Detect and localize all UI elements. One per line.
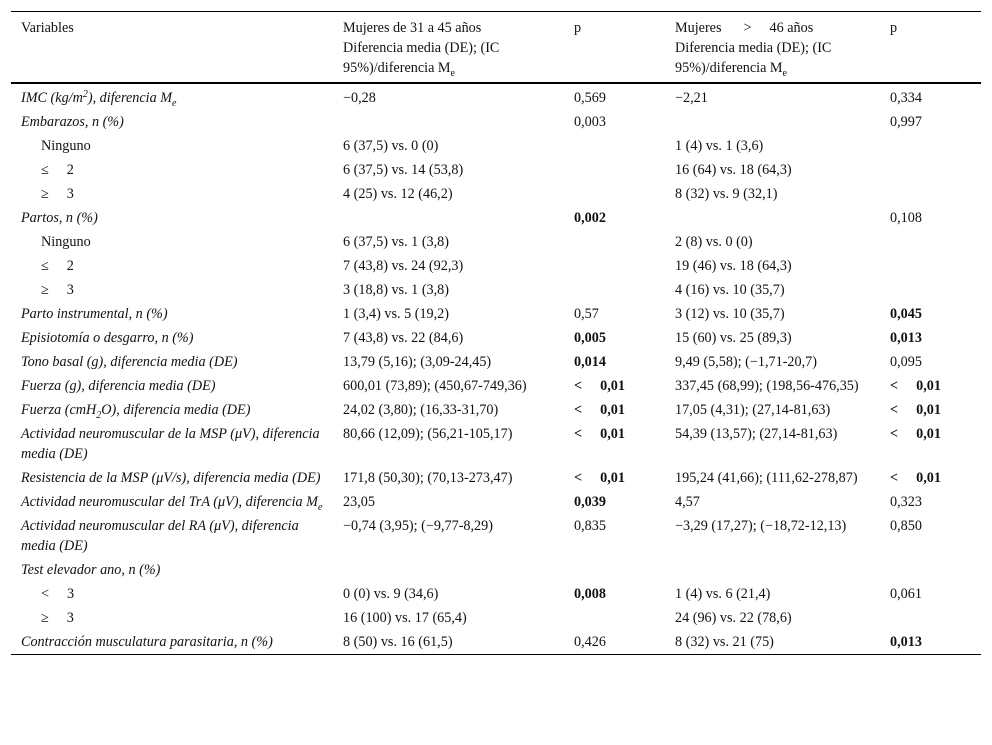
header-variables: Variables — [21, 20, 74, 36]
table-row — [11, 466, 981, 490]
cell-group2: 54,39 (13,57); (27,14-81,63) — [675, 426, 838, 442]
row-label-lt-3: < 3 — [41, 586, 75, 602]
cell-p1: 0,002 — [574, 210, 606, 226]
cell-p2: 0,334 — [890, 90, 922, 106]
cell-group2: 8 (32) vs. 21 (75) — [675, 634, 774, 650]
row-label-actividad-ra: Actividad neuromuscular del RA (μV), diferencia media (DE) — [21, 518, 299, 554]
cell-p1: 0,003 — [574, 114, 606, 130]
table-row — [11, 83, 981, 110]
cell-group2: 2 (8) vs. 0 (0) — [675, 234, 753, 250]
cell-p2: < 0,01 — [890, 426, 941, 442]
cell-group2: 4 (16) vs. 10 (35,7) — [675, 282, 785, 298]
table-row — [11, 182, 981, 206]
cell-group1: 6 (37,5) vs. 0 (0) — [343, 138, 439, 154]
row-label-fuerza-g: Fuerza (g), diferencia media (DE) — [21, 378, 216, 394]
cell-group1: 23,05 — [343, 494, 375, 510]
cell-group1: 13,79 (5,16); (3,09-24,45) — [343, 354, 492, 370]
cell-p2: < 0,01 — [890, 378, 941, 394]
cell-group1: 6 (37,5) vs. 1 (3,8) — [343, 234, 449, 250]
table-row — [11, 134, 981, 158]
table-row — [11, 158, 981, 182]
cell-group2: 195,24 (41,66); (111,62-278,87) — [675, 470, 858, 486]
cell-p1 — [564, 134, 665, 158]
cell-p2 — [880, 134, 981, 158]
cell-group2: 17,05 (4,31); (27,14-81,63) — [675, 402, 831, 418]
row-label-actividad-msp: Actividad neuromuscular de la MSP (μV), diferencia media (DE) — [21, 426, 320, 462]
cell-p1: 0,039 — [574, 494, 606, 510]
cell-p2 — [880, 606, 981, 630]
cell-group2 — [665, 206, 880, 230]
cell-p2 — [880, 230, 981, 254]
cell-p1 — [564, 558, 665, 582]
cell-group1: 600,01 (73,89); (450,67-749,36) — [343, 378, 527, 394]
cell-group2: 8 (32) vs. 9 (32,1) — [675, 186, 778, 202]
row-label-ge-3: ≥ 3 — [41, 186, 74, 202]
row-label-imc: IMC $(kg/m^2)$, diferencia $M_e$ — [21, 89, 177, 109]
table-row — [11, 278, 981, 302]
table-row — [11, 374, 981, 398]
row-label-ge-3: ≥ 3 — [41, 282, 74, 298]
cell-group2: 4,57 — [675, 494, 700, 510]
cell-group1: 3 (18,8) vs. 1 (3,8) — [343, 282, 449, 298]
cell-group1: −0,74 (3,95); (−9,77-8,29) — [343, 518, 493, 534]
table-row — [11, 514, 981, 558]
row-label-contraccion: Contracción musculatura parasitaria, n (%) — [21, 634, 273, 650]
cell-p2 — [880, 278, 981, 302]
cell-group2: 15 (60) vs. 25 (89,3) — [675, 330, 792, 346]
cell-group1: −0,28 — [343, 90, 376, 106]
cell-p1: < 0,01 — [574, 402, 625, 418]
cell-group1: 7 (43,8) vs. 24 (92,3) — [343, 258, 464, 274]
cell-group1: 4 (25) vs. 12 (46,2) — [343, 186, 453, 202]
cell-p2: < 0,01 — [890, 402, 941, 418]
cell-p1: 0,014 — [574, 354, 606, 370]
cell-group2: 1 (4) vs. 6 (21,4) — [675, 586, 771, 602]
table-row — [11, 350, 981, 374]
cell-group1: 80,66 (12,09); (56,21-105,17) — [343, 426, 513, 442]
table-row — [11, 206, 981, 230]
results-table-container — [11, 11, 981, 655]
row-label-le-2: ≤ 2 — [41, 162, 74, 178]
cell-p1 — [564, 254, 665, 278]
cell-p1: < 0,01 — [574, 378, 625, 394]
cell-p1 — [564, 158, 665, 182]
cell-p2 — [880, 182, 981, 206]
cell-group2: 337,45 (68,99); (198,56-476,35) — [675, 378, 859, 394]
cell-p2 — [880, 158, 981, 182]
cell-p1: 0,005 — [574, 330, 606, 346]
cell-p1: 0,426 — [574, 634, 606, 650]
row-label-fuerza-cmh2o: Fuerza (cmH$_2$O), diferencia media (DE) — [21, 402, 251, 421]
table-row — [11, 110, 981, 134]
cell-p2 — [880, 558, 981, 582]
row-label-episiotomia: Episiotomía o desgarro, n (%) — [21, 330, 194, 346]
table-row — [11, 490, 981, 514]
cell-p2: 0,108 — [890, 210, 922, 226]
header-group-over-46: Mujeres > 46 años Diferencia media (DE); (IC 95%)/diferencia $M_e$ — [675, 20, 832, 79]
cell-p1: 0,008 — [574, 586, 606, 602]
cell-group2: 1 (4) vs. 1 (3,6) — [675, 138, 764, 154]
table-row — [11, 254, 981, 278]
cell-p1: 0,569 — [574, 90, 606, 106]
table-row — [11, 558, 981, 582]
cell-p2: 0,013 — [890, 330, 922, 346]
row-label-parto-instrumental: Parto instrumental, n (%) — [21, 306, 168, 322]
cell-p2 — [880, 254, 981, 278]
table-row — [11, 230, 981, 254]
cell-group2 — [665, 110, 880, 134]
cell-p1: 0,835 — [574, 518, 606, 534]
header-group-31-45: Mujeres de 31 a 45 años Diferencia media (DE); (IC 95%)/diferencia $M_e$ — [343, 20, 500, 79]
table-row — [11, 582, 981, 606]
row-label-resistencia-msp: Resistencia de la MSP (μV/s), diferencia media (DE) — [21, 470, 321, 486]
cell-p1 — [564, 182, 665, 206]
cell-p2: 0,850 — [890, 518, 922, 534]
row-label-embarazos: Embarazos, n (%) — [21, 114, 124, 130]
table-row — [11, 606, 981, 630]
cell-p1: < 0,01 — [574, 426, 625, 442]
cell-group2 — [665, 558, 880, 582]
cell-p1 — [564, 278, 665, 302]
cell-group2: 9,49 (5,58); (−1,71-20,7) — [675, 354, 817, 370]
cell-p1: < 0,01 — [574, 470, 625, 486]
cell-group1 — [333, 558, 564, 582]
header-p-2: p — [890, 20, 898, 36]
cell-p2: 0,013 — [890, 634, 922, 650]
cell-group1: 171,8 (50,30); (70,13-273,47) — [343, 470, 513, 486]
cell-p2: 0,997 — [890, 114, 922, 130]
table-row — [11, 630, 981, 655]
cell-p2: 0,061 — [890, 586, 922, 602]
cell-group2: 19 (46) vs. 18 (64,3) — [675, 258, 792, 274]
cell-group1: 8 (50) vs. 16 (61,5) — [343, 634, 453, 650]
cell-p2: 0,323 — [890, 494, 922, 510]
row-label-ninguno: Ninguno — [41, 138, 91, 154]
row-label-partos: Partos, n (%) — [21, 210, 98, 226]
cell-group1: 6 (37,5) vs. 14 (53,8) — [343, 162, 464, 178]
table-row — [11, 302, 981, 326]
cell-p2: 0,045 — [890, 306, 922, 322]
table-row — [11, 326, 981, 350]
cell-group1: 24,02 (3,80); (16,33-31,70) — [343, 402, 499, 418]
cell-group1: 0 (0) vs. 9 (34,6) — [343, 586, 439, 602]
cell-group2: −3,29 (17,27); (−18,72-12,13) — [675, 518, 847, 534]
cell-p1 — [564, 606, 665, 630]
cell-p1 — [564, 230, 665, 254]
table-row — [11, 422, 981, 466]
cell-group2: 16 (64) vs. 18 (64,3) — [675, 162, 792, 178]
table-header-row — [11, 12, 981, 84]
header-p-1: p — [574, 20, 582, 36]
cell-p1: 0,57 — [574, 306, 599, 322]
table-row — [11, 398, 981, 422]
results-table — [11, 11, 981, 655]
row-label-ge-3: ≥ 3 — [41, 610, 74, 626]
row-label-actividad-tra: Actividad neuromuscular del TrA (μV), diferencia $M_e$ — [21, 494, 323, 513]
cell-group2: 24 (96) vs. 22 (78,6) — [675, 610, 792, 626]
row-label-test-elevador-ano: Test elevador ano, n (%) — [21, 562, 161, 578]
cell-group1: 16 (100) vs. 17 (65,4) — [343, 610, 467, 626]
cell-group2: 3 (12) vs. 10 (35,7) — [675, 306, 785, 322]
row-label-tono-basal: Tono basal (g), diferencia media (DE) — [21, 354, 238, 370]
cell-group2: −2,21 — [675, 90, 708, 106]
cell-group1 — [333, 110, 564, 134]
cell-group1: 7 (43,8) vs. 22 (84,6) — [343, 330, 464, 346]
cell-group1: 1 (3,4) vs. 5 (19,2) — [343, 306, 449, 322]
cell-p2: < 0,01 — [890, 470, 941, 486]
cell-group1 — [333, 206, 564, 230]
cell-p2: 0,095 — [890, 354, 922, 370]
row-label-ninguno: Ninguno — [41, 234, 91, 250]
row-label-le-2: ≤ 2 — [41, 258, 74, 274]
